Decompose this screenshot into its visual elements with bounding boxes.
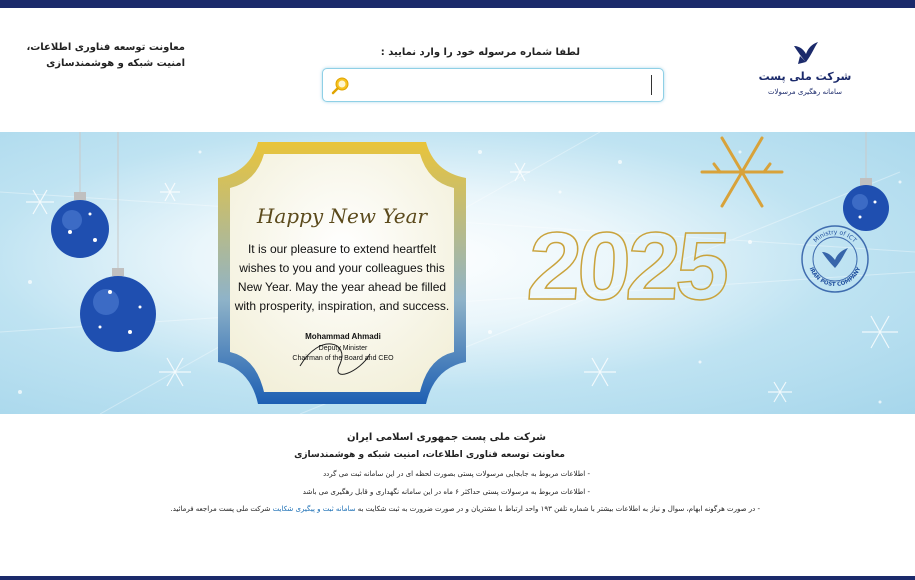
text-caret bbox=[651, 75, 652, 95]
tracking-search-input[interactable] bbox=[322, 68, 664, 102]
seal-top-text: Ministry of ICT bbox=[812, 228, 858, 245]
bottom-bar bbox=[0, 576, 915, 580]
seal-bottom-text: IRAN POST COMPANY bbox=[807, 266, 863, 289]
signer-position: Chairman of the Board and CEO bbox=[292, 355, 394, 362]
search-prompt: لطفا شماره مرسوله خود را وارد نمایید : bbox=[380, 47, 580, 58]
search-icon[interactable] bbox=[331, 75, 351, 95]
info-line-3-text: - در صورت هرگونه ابهام، سوال و نیاز به اطلاعات بیشتر با شماره تلفن ۱۹۳ واحد ارتباط با مشتریان و در صورت ضرورت به ثبت شکایت به bbox=[357, 505, 760, 513]
card-title: Happy New Year bbox=[256, 204, 428, 228]
footer-subtitle: معاونت توسعه فناوری اطلاعات، امنیت شبکه و هوشمندسازی bbox=[294, 450, 565, 460]
logo[interactable] bbox=[750, 40, 860, 100]
logo-subtitle: سامانه رهگیری مرسولات bbox=[767, 88, 843, 96]
department-line1: معاونت توسعه فناوری اطلاعات، bbox=[26, 42, 185, 53]
complaint-system-link[interactable]: سامانه ثبت و پیگیری شکایت bbox=[272, 505, 356, 513]
info-line-3 bbox=[130, 505, 760, 513]
signer-name: Mohammad Ahmadi bbox=[305, 332, 381, 341]
info-line-3-end: شرکت ملی پست مراجعه فرمائید. bbox=[170, 505, 271, 513]
top-bar bbox=[0, 0, 915, 8]
greeting-card bbox=[218, 142, 466, 406]
department-name bbox=[10, 40, 185, 72]
iran-post-seal bbox=[800, 224, 870, 294]
info-line-1: - اطلاعات مربوط به جابجایی مرسولات پستی بصورت لحظه ای در این سامانه ثبت می گردد bbox=[323, 470, 590, 478]
year-2025: 2025 bbox=[524, 213, 730, 320]
new-year-banner bbox=[0, 132, 915, 414]
post-bird-icon bbox=[792, 40, 820, 68]
info-line-2: - اطلاعات مربوط به مرسولات پستی حداکثر ۶ ماه در این سامانه نگهداری و قابل رهگیری می باشد bbox=[302, 488, 590, 496]
signer-title: Deputy Minister bbox=[318, 345, 368, 352]
card-message: It is our pleasure to extend heartfelt wishes to you and your colleagues this New Year. May the year ahead be filled with prosperity, inspiration, and success. bbox=[234, 242, 450, 313]
footer-title: شرکت ملی پست جمهوری اسلامی ایران bbox=[346, 432, 546, 443]
department-line2: امنیت شبکه و هوشمندسازی bbox=[46, 58, 185, 69]
logo-brand: شرکت ملی پست bbox=[758, 70, 852, 83]
